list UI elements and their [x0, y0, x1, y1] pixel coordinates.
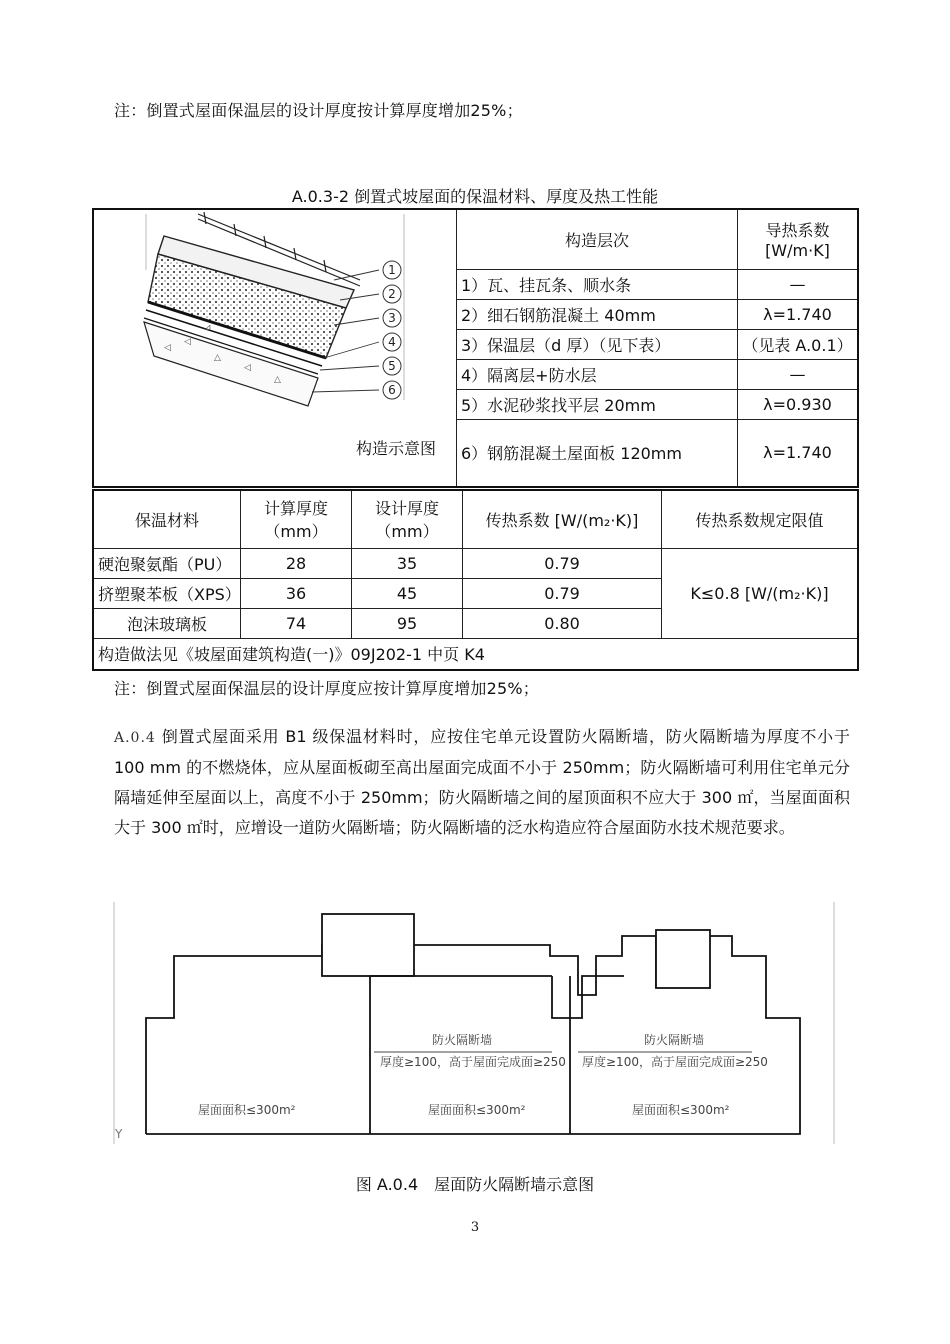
material-cell: 泡沫玻璃板 — [93, 608, 241, 638]
u-cell: 0.80 — [463, 608, 662, 638]
svg-text:◁: ◁ — [164, 343, 171, 353]
diagram-label-4: 4 — [388, 335, 396, 349]
material-cell: 挤塑聚苯板（XPS） — [93, 578, 241, 608]
calc-cell: 36 — [241, 578, 352, 608]
header-calc-line1: 计算厚度 — [263, 499, 328, 519]
limit-cell: K≤0.8 [W/(m₂·K)] — [662, 548, 859, 638]
wall-spec-2: 厚度≥100，高于屋面完成面≥250 — [582, 1055, 768, 1069]
value-cell: — — [738, 269, 859, 299]
clause-number: A.0.4 — [114, 730, 156, 746]
header-material: 保温材料 — [93, 490, 241, 548]
table-footer: 构造做法见《坡屋面建筑构造(一)》09J202-1 中页 K4 — [93, 638, 858, 670]
value-cell: （见表 A.0.1） — [738, 329, 859, 359]
diagram-label-1: 1 — [388, 263, 396, 277]
design-cell: 95 — [352, 608, 463, 638]
header-u-value: 传热系数 [W/(m₂·K)] — [463, 490, 662, 548]
clause-paragraph — [114, 722, 850, 843]
value-cell: λ=0.930 — [738, 389, 859, 419]
page-number: 3 — [470, 1220, 480, 1235]
construction-diagram-cell — [93, 209, 457, 487]
area-label-1: 屋面面积≤300m² — [198, 1103, 296, 1117]
value-cell: λ=1.740 — [738, 419, 859, 487]
diagram-caption: 构造示意图 — [356, 439, 437, 458]
header-design-line2: （mm） — [375, 522, 439, 542]
value-cell: λ=1.740 — [738, 299, 859, 329]
clause-text: 倒置式屋面采用 B1 级保温材料时，应按住宅单元设置防火隔断墙，防火隔断墙为厚度不小于 100 mm 的不燃烧体，应从屋面板砌至高出屋面完成面不小于 250mm；防火隔断墙可利用住宅单元分隔墙延伸至屋面以上，高度不小于 250mm；防火隔断墙之间的屋顶面积不应大于 300 ㎡，当屋面面积大于 300 ㎡时，应增设一道防火隔断墙；防火隔断墙的泛水构造应符合屋面防水技术规范要求。 — [114, 727, 850, 837]
header-calc-line2: （mm） — [264, 522, 328, 542]
axis-label: Y — [115, 1127, 123, 1141]
diagram-label-6: 6 — [388, 383, 396, 397]
u-cell: 0.79 — [463, 548, 662, 578]
header-conductivity-line2: [W/m·K] — [765, 241, 830, 261]
diagram-label-5: 5 — [388, 359, 396, 373]
header-conductivity-line1: 导热系数 — [765, 221, 830, 241]
layer-table — [92, 208, 859, 488]
wall-spec-1: 厚度≥100，高于屋面完成面≥250 — [380, 1055, 566, 1069]
calc-cell: 28 — [241, 548, 352, 578]
value-cell: — — [738, 359, 859, 389]
u-cell: 0.79 — [463, 578, 662, 608]
header-limit: 传热系数规定限值 — [662, 490, 859, 548]
diagram-label-2: 2 — [388, 287, 396, 301]
design-cell: 35 — [352, 548, 463, 578]
area-label-3: 屋面面积≤300m² — [632, 1103, 730, 1117]
layer-cell: 4）隔离层+防水层 — [457, 359, 738, 389]
header-calc-thickness — [241, 490, 352, 548]
note-mid: 注：倒置式屋面保温层的设计厚度应按计算厚度增加25%； — [114, 679, 539, 698]
wall-label-2: 防火隔断墙 — [644, 1033, 705, 1047]
table-row — [93, 548, 858, 578]
header-layer: 构造层次 — [457, 209, 738, 269]
svg-text:◁: ◁ — [184, 337, 191, 347]
svg-text:⊿: ⊿ — [204, 323, 212, 333]
diagram-label-3: 3 — [388, 311, 396, 325]
table-footer-row — [93, 638, 858, 670]
wall-label-1: 防火隔断墙 — [432, 1033, 493, 1047]
note-top: 注：倒置式屋面保温层的设计厚度按计算厚度增加25%； — [114, 101, 523, 120]
svg-text:△: △ — [274, 375, 281, 385]
table-caption: A.0.3-2 倒置式坡屋面的保温材料、厚度及热工性能 — [291, 187, 659, 206]
material-table — [92, 489, 859, 671]
calc-cell: 74 — [241, 608, 352, 638]
svg-text:◁: ◁ — [244, 363, 251, 373]
area-label-2: 屋面面积≤300m² — [428, 1103, 526, 1117]
figure-caption: 图 A.0.4 屋面防火隔断墙示意图 — [355, 1175, 595, 1194]
layer-cell: 6）钢筋混凝土屋面板 120mm — [457, 419, 738, 487]
svg-text:△: △ — [214, 353, 221, 363]
layer-cell: 5）水泥砂浆找平层 20mm — [457, 389, 738, 419]
header-design-thickness — [352, 490, 463, 548]
layer-cell: 3）保温层（d 厚）（见下表） — [457, 329, 738, 359]
material-cell: 硬泡聚氨酯（PU） — [93, 548, 241, 578]
firewall-diagram — [112, 900, 838, 1146]
layer-cell: 1）瓦、挂瓦条、顺水条 — [457, 269, 738, 299]
design-cell: 45 — [352, 578, 463, 608]
header-design-line1: 设计厚度 — [374, 499, 439, 519]
layer-cell: 2）细石钢筋混凝土 40mm — [457, 299, 738, 329]
header-conductivity — [738, 209, 859, 269]
